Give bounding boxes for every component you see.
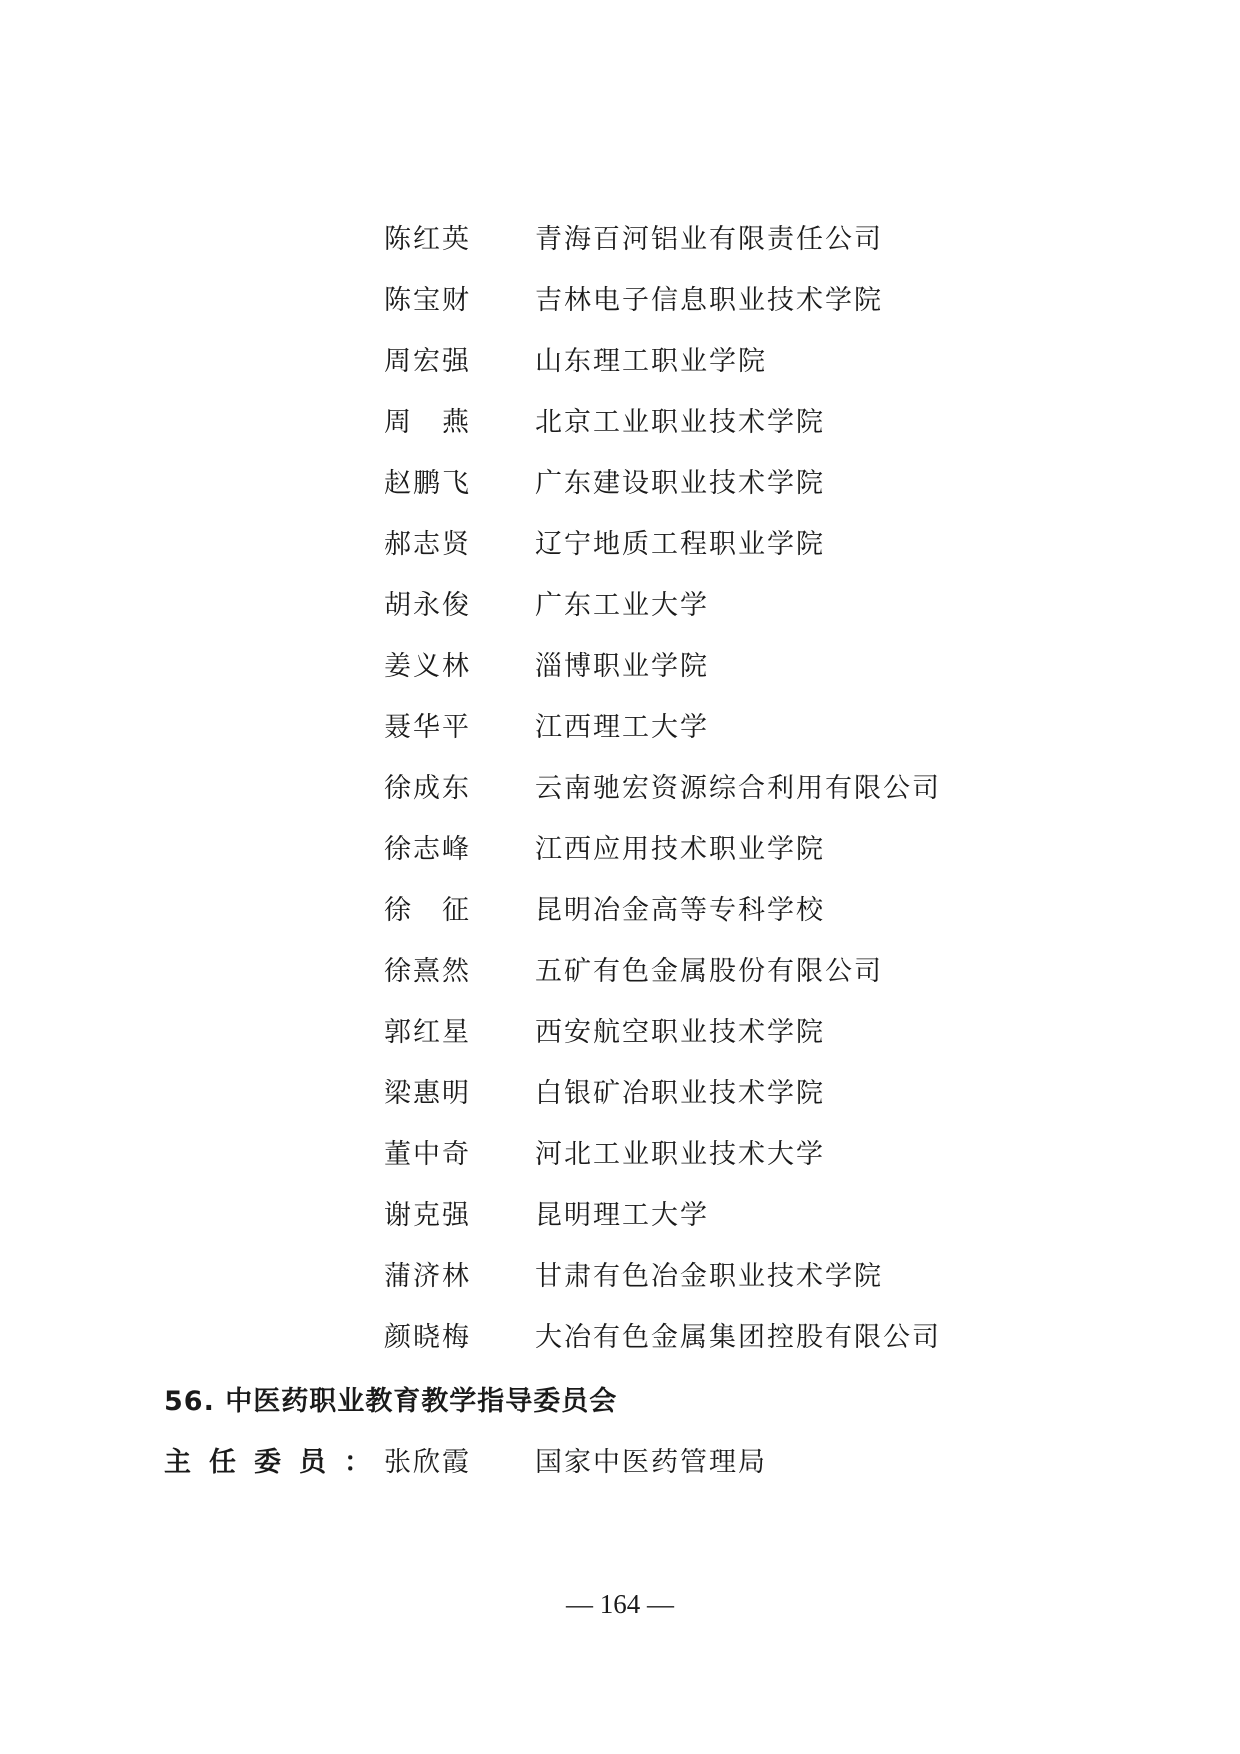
member-organization: 河北工业职业技术大学 xyxy=(535,1139,825,1170)
member-organization: 北京工业职业技术学院 xyxy=(535,407,825,438)
member-organization: 云南驰宏资源综合利用有限公司 xyxy=(535,773,941,804)
list-item xyxy=(0,1318,1240,1358)
member-name: 周 燕 xyxy=(384,407,471,438)
member-organization: 广东工业大学 xyxy=(535,590,709,621)
member-name: 郭红星 xyxy=(384,1017,471,1048)
list-item xyxy=(0,1074,1240,1114)
list-item xyxy=(0,586,1240,626)
member-name: 颜晓梅 xyxy=(384,1322,471,1353)
member-organization: 江西理工大学 xyxy=(535,712,709,743)
list-item xyxy=(0,403,1240,443)
member-organization: 青海百河铝业有限责任公司 xyxy=(535,224,883,255)
member-name: 陈宝财 xyxy=(384,285,471,316)
director-name: 张欣霞 xyxy=(384,1447,471,1478)
list-item xyxy=(0,1257,1240,1297)
list-item xyxy=(0,1135,1240,1175)
member-organization: 昆明冶金高等专科学校 xyxy=(535,895,825,926)
list-item xyxy=(0,525,1240,565)
list-item xyxy=(0,708,1240,748)
list-item xyxy=(0,769,1240,809)
page-number: — 164 — xyxy=(566,1589,674,1619)
role-label: 主任委员： xyxy=(164,1447,389,1478)
member-name: 徐熹然 xyxy=(384,956,471,987)
member-name: 谢克强 xyxy=(384,1200,471,1231)
member-name: 梁惠明 xyxy=(384,1078,471,1109)
member-organization: 西安航空职业技术学院 xyxy=(535,1017,825,1048)
member-organization: 吉林电子信息职业技术学院 xyxy=(535,285,883,316)
member-name: 徐成东 xyxy=(384,773,471,804)
section-heading: 56. 中医药职业教育教学指导委员会 xyxy=(164,1386,618,1417)
member-organization: 大冶有色金属集团控股有限公司 xyxy=(535,1322,941,1353)
list-item xyxy=(0,830,1240,870)
member-organization: 五矿有色金属股份有限公司 xyxy=(535,956,883,987)
member-name: 聂华平 xyxy=(384,712,471,743)
member-name: 赵鹏飞 xyxy=(384,468,471,499)
director-row xyxy=(0,1443,1240,1483)
member-name: 蒲济林 xyxy=(384,1261,471,1292)
list-item xyxy=(0,647,1240,687)
list-item xyxy=(0,464,1240,504)
member-organization: 白银矿冶职业技术学院 xyxy=(535,1078,825,1109)
member-name: 徐 征 xyxy=(384,895,471,926)
list-item xyxy=(0,281,1240,321)
member-organization: 辽宁地质工程职业学院 xyxy=(535,529,825,560)
list-item xyxy=(0,1013,1240,1053)
member-organization: 昆明理工大学 xyxy=(535,1200,709,1231)
list-item xyxy=(0,891,1240,931)
member-name: 周宏强 xyxy=(384,346,471,377)
member-name: 胡永俊 xyxy=(384,590,471,621)
list-item xyxy=(0,1196,1240,1236)
member-organization: 江西应用技术职业学院 xyxy=(535,834,825,865)
member-organization: 甘肃有色冶金职业技术学院 xyxy=(535,1261,883,1292)
member-name: 姜义林 xyxy=(384,651,471,682)
director-organization: 国家中医药管理局 xyxy=(535,1447,767,1478)
member-name: 徐志峰 xyxy=(384,834,471,865)
member-organization: 山东理工职业学院 xyxy=(535,346,767,377)
member-name: 董中奇 xyxy=(384,1139,471,1170)
member-name: 陈红英 xyxy=(384,224,471,255)
list-item xyxy=(0,952,1240,992)
list-item xyxy=(0,220,1240,260)
member-organization: 广东建设职业技术学院 xyxy=(535,468,825,499)
member-organization: 淄博职业学院 xyxy=(535,651,709,682)
list-item xyxy=(0,342,1240,382)
member-name: 郝志贤 xyxy=(384,529,471,560)
